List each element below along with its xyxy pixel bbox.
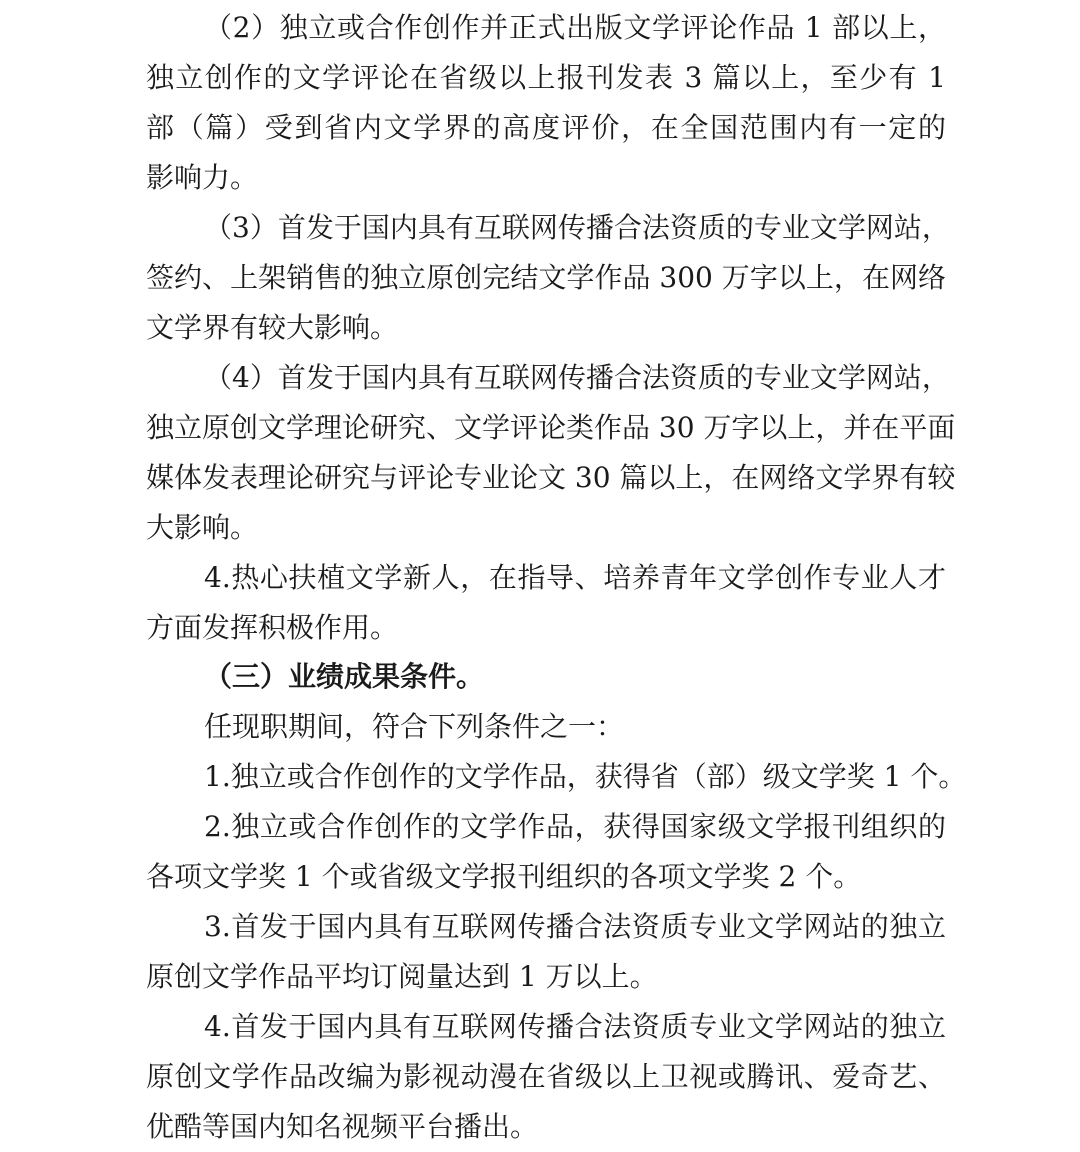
condition-4-line-1: 4.首发于国内具有互联网传播合法资质专业文学网站的独立 [204,1010,946,1043]
condition-4-line-3: 优酷等国内知名视频平台播出。 [146,1110,539,1143]
condition-3-line-1: 3.首发于国内具有互联网传播合法资质专业文学网站的独立 [204,910,946,943]
paragraph-4-line-2: 独立原创文学理论研究、文学评论类作品 30 万字以上，并在平面 [146,411,956,444]
paragraph-2-line-2: 独立创作的文学评论在省级以上报刊发表 3 篇以上，至少有 1 [146,61,946,94]
condition-4-line-2: 原创文学作品改编为影视动漫在省级以上卫视或腾讯、爱奇艺、 [146,1060,946,1093]
condition-3-line-2: 原创文学作品平均订阅量达到 1 万以上。 [146,960,658,993]
item-4-line-1: 4.热心扶植文学新人，在指导、培养青年文学创作专业人才 [204,561,946,594]
paragraph-3-line-2: 签约、上架销售的独立原创完结文学作品 300 万字以上，在网络 [146,261,946,294]
paragraph-2-line-3: 部（篇）受到省内文学界的高度评价，在全国范围内有一定的 [146,111,946,144]
paragraph-3-line-3: 文学界有较大影响。 [146,311,399,344]
paragraph-2-line-4: 影响力。 [146,161,259,194]
condition-2-line-2: 各项文学奖 1 个或省级文学报刊组织的各项文学奖 2 个。 [146,860,862,893]
intro-line: 任现职期间，符合下列条件之一： [204,710,625,743]
paragraph-4-line-1: （4）首发于国内具有互联网传播合法资质的专业文学网站， [204,361,950,394]
item-4-line-2: 方面发挥积极作用。 [146,611,399,644]
section-heading: （三）业绩成果条件。 [204,660,485,693]
condition-2-line-1: 2.独立或合作创作的文学作品，获得国家级文学报刊组织的 [204,810,946,843]
condition-1-line-1: 1.独立或合作创作的文学作品，获得省（部）级文学奖 1 个。 [204,760,967,793]
paragraph-2-line-1: （2）独立或合作创作并正式出版文学评论作品 1 部以上， [204,11,946,44]
paragraph-3-line-1: （3）首发于国内具有互联网传播合法资质的专业文学网站， [204,211,950,244]
paragraph-4-line-3: 媒体发表理论研究与评论专业论文 30 篇以上，在网络文学界有较 [146,461,956,494]
paragraph-4-line-4: 大影响。 [146,511,259,544]
